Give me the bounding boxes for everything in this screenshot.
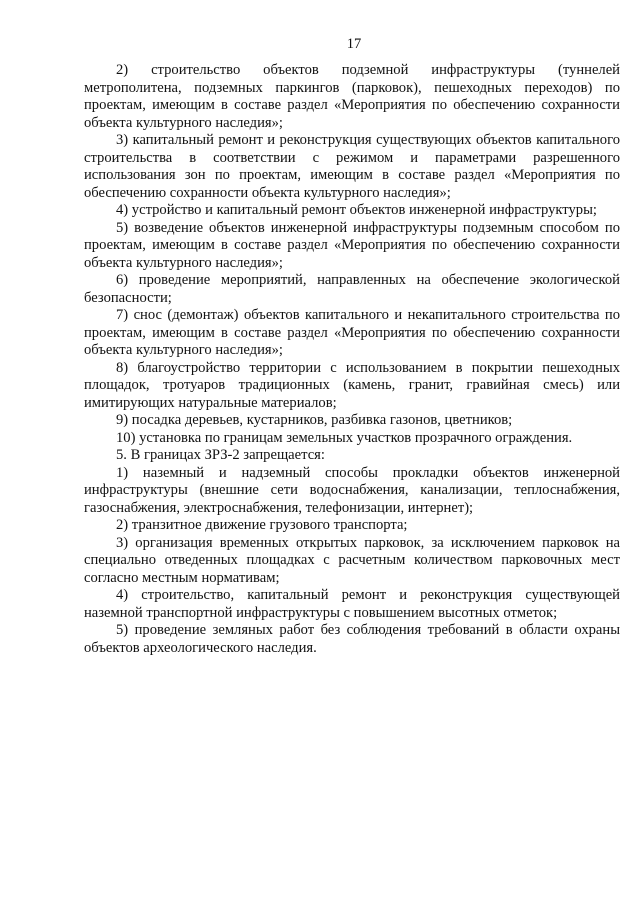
page-number: 17	[346, 36, 362, 52]
prohibited-item-1: 1) наземный и надземный способы прокладки объектов инженерной инфраструктуры (внешние сети водоснабжения, канализации, теплоснабжения, газоснабжения, электроснабжения, телефонизации, интернет);	[84, 464, 620, 516]
prohibited-item-5: 5) проведение земляных работ без соблюдения требований в области охраны объектов археологического наследия.	[84, 622, 620, 656]
body-text	[84, 62, 620, 657]
paragraph-item-5: 5) возведение объектов инженерной инфраструктуры подземным способом по проектам, имеющим в составе раздел «Мероприятия по обеспечению сохранности объекта культурного наследия»;	[84, 219, 620, 271]
prohibited-item-2: 2) транзитное движение грузового транспорта;	[116, 517, 408, 533]
prohibited-item-3: 3) организация временных открытых парковок, за исключением парковок на специально отведенных площадках с расчетным количеством парковочных мест согласно местным нормативам;	[84, 534, 620, 586]
paragraph-item-8: 8) благоустройство территории с использованием в покрытии пешеходных площадок, тротуаров традиционных (камень, гранит, гравийная смесь) или имитирующих натуральные материалов;	[84, 359, 620, 411]
paragraph-item-9: 9) посадка деревьев, кустарников, разбивка газонов, цветников;	[116, 412, 513, 428]
paragraph-item-2: 2) строительство объектов подземной инфраструктуры (туннелей метрополитена, подземных паркингов (парковок), пешеходных переходов) по проектам, имеющим в составе раздел «Мероприятия по обеспечению сохранности объекта культурного наследия»;	[84, 62, 620, 131]
paragraph-item-6: 6) проведение мероприятий, направленных на обеспечение экологической безопасности;	[84, 272, 620, 306]
paragraph-item-7: 7) снос (демонтаж) объектов капитального и некапитального строительства по проектам, имеющим в составе раздел «Мероприятия по обеспечению сохранности объекта культурного наследия»;	[84, 307, 620, 358]
section-heading-zrz-2: 5. В границах ЗРЗ-2 запрещается:	[116, 447, 325, 463]
prohibited-item-4: 4) строительство, капитальный ремонт и реконструкция существующей наземной транспортной инфраструктуры с повышением высотных отметок;	[84, 587, 620, 621]
paragraph-item-3: 3) капитальный ремонт и реконструкция существующих объектов капитального строительства в соответствии с режимом и параметрами разрешенного использования зон по проектам, имеющим в составе раздел «Мероприятия по обеспечению сохранности объекта культурного наследия»;	[84, 132, 620, 201]
paragraph-item-10: 10) установка по границам земельных участков прозрачного ограждения.	[116, 429, 573, 446]
paragraph-item-4: 4) устройство и капитальный ремонт объектов инженерной инфраструктуры;	[116, 202, 597, 218]
